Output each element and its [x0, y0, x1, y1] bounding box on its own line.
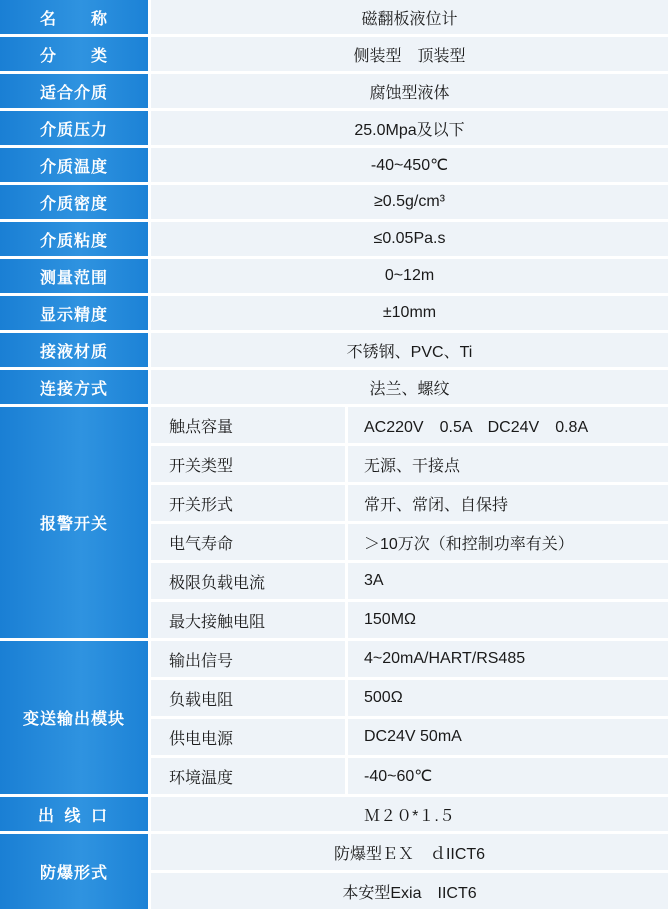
- subtable-row: [151, 407, 668, 446]
- row-label-density: 介质密度: [0, 185, 151, 222]
- row-label-medium: 适合介质: [0, 74, 151, 111]
- load-resistance-key: 负载电阻: [151, 680, 348, 719]
- table-row: [0, 0, 668, 37]
- table-row: [0, 148, 668, 185]
- table-row: [0, 74, 668, 111]
- row-value-density: ≥0.5g/cm³: [151, 185, 668, 222]
- row-label-name: 名 称: [0, 0, 151, 37]
- subtable-row: [151, 563, 668, 602]
- table-row: [0, 296, 668, 333]
- power-supply-key: 供电电源: [151, 719, 348, 758]
- alarm-max-load-current-value: 3A: [348, 563, 668, 602]
- subtable-row: [151, 641, 668, 680]
- subtable-row: [151, 758, 668, 794]
- transmit-module-subtable: [151, 641, 668, 794]
- subtable-row: [151, 485, 668, 524]
- alarm-switch-form-value: 常开、常闭、自保持: [348, 485, 668, 524]
- table-row-group-explosion-proof: [0, 834, 668, 909]
- table-row: [0, 222, 668, 259]
- row-label-temperature: 介质温度: [0, 148, 151, 185]
- subtable-row: [151, 873, 668, 909]
- row-value-temperature: -40~450℃: [151, 148, 668, 185]
- group-content-alarm-switch: [151, 407, 668, 641]
- row-value-category: 侧装型 顶装型: [151, 37, 668, 74]
- table-row-group-transmit-module: [0, 641, 668, 797]
- output-signal-key: 输出信号: [151, 641, 348, 680]
- subtable-row: [151, 602, 668, 638]
- row-value-accuracy: ±10mm: [151, 296, 668, 333]
- ambient-temperature-value: -40~60℃: [348, 758, 668, 794]
- row-value-range: 0~12m: [151, 259, 668, 296]
- subtable-row: [151, 680, 668, 719]
- explosion-proof-type-2: 本安型Exia IICT6: [151, 873, 668, 909]
- row-value-name: 磁翻板液位计: [151, 0, 668, 37]
- subtable-row: [151, 524, 668, 563]
- table-row: [0, 797, 668, 834]
- row-value-viscosity: ≤0.05Pa.s: [151, 222, 668, 259]
- group-label-transmit-module: 变送输出模块: [0, 641, 151, 797]
- table-row: [0, 370, 668, 407]
- alarm-switch-type-key: 开关类型: [151, 446, 348, 485]
- alarm-contact-capacity-value: AC220V 0.5A DC24V 0.8A: [348, 407, 668, 446]
- row-label-viscosity: 介质粘度: [0, 222, 151, 259]
- alarm-electrical-life-value: ＞10万次（和控制功率有关）: [348, 524, 668, 563]
- row-value-pressure: 25.0Mpa及以下: [151, 111, 668, 148]
- group-label-alarm-switch: 报警开关: [0, 407, 151, 641]
- alarm-max-contact-resistance-value: 150MΩ: [348, 602, 668, 638]
- alarm-electrical-life-key: 电气寿命: [151, 524, 348, 563]
- table-row: [0, 185, 668, 222]
- row-value-connection: 法兰、螺纹: [151, 370, 668, 407]
- subtable-row: [151, 834, 668, 873]
- row-value-medium: 腐蚀型液体: [151, 74, 668, 111]
- row-label-range: 测量范围: [0, 259, 151, 296]
- group-content-explosion-proof: [151, 834, 668, 909]
- subtable-row: [151, 719, 668, 758]
- row-label-connection: 连接方式: [0, 370, 151, 407]
- group-label-explosion-proof: 防爆形式: [0, 834, 151, 909]
- table-row: [0, 259, 668, 296]
- power-supply-value: DC24V 50mA: [348, 719, 668, 758]
- output-signal-value: 4~20mA/HART/RS485: [348, 641, 668, 680]
- alarm-switch-subtable: [151, 407, 668, 638]
- row-label-pressure: 介质压力: [0, 111, 151, 148]
- ambient-temperature-key: 环境温度: [151, 758, 348, 794]
- alarm-max-load-current-key: 极限负载电流: [151, 563, 348, 602]
- alarm-switch-type-value: 无源、干接点: [348, 446, 668, 485]
- table-row: [0, 111, 668, 148]
- table-row: [0, 37, 668, 74]
- alarm-max-contact-resistance-key: 最大接触电阻: [151, 602, 348, 638]
- row-label-accuracy: 显示精度: [0, 296, 151, 333]
- table-row: [0, 333, 668, 370]
- row-label-wetted-material: 接液材质: [0, 333, 151, 370]
- group-content-transmit-module: [151, 641, 668, 797]
- subtable-row: [151, 446, 668, 485]
- load-resistance-value: 500Ω: [348, 680, 668, 719]
- alarm-contact-capacity-key: 触点容量: [151, 407, 348, 446]
- row-label-category: 分 类: [0, 37, 151, 74]
- explosion-proof-type-1: 防爆型ＥＸ ｄIICT6: [151, 834, 668, 873]
- table-row-group-alarm-switch: [0, 407, 668, 641]
- row-value-wetted-material: 不锈钢、PVC、Ti: [151, 333, 668, 370]
- explosion-proof-subtable: [151, 834, 668, 909]
- row-label-outlet: 出 线 口: [0, 797, 151, 834]
- row-value-outlet: Ｍ２０*１.５: [151, 797, 668, 834]
- alarm-switch-form-key: 开关形式: [151, 485, 348, 524]
